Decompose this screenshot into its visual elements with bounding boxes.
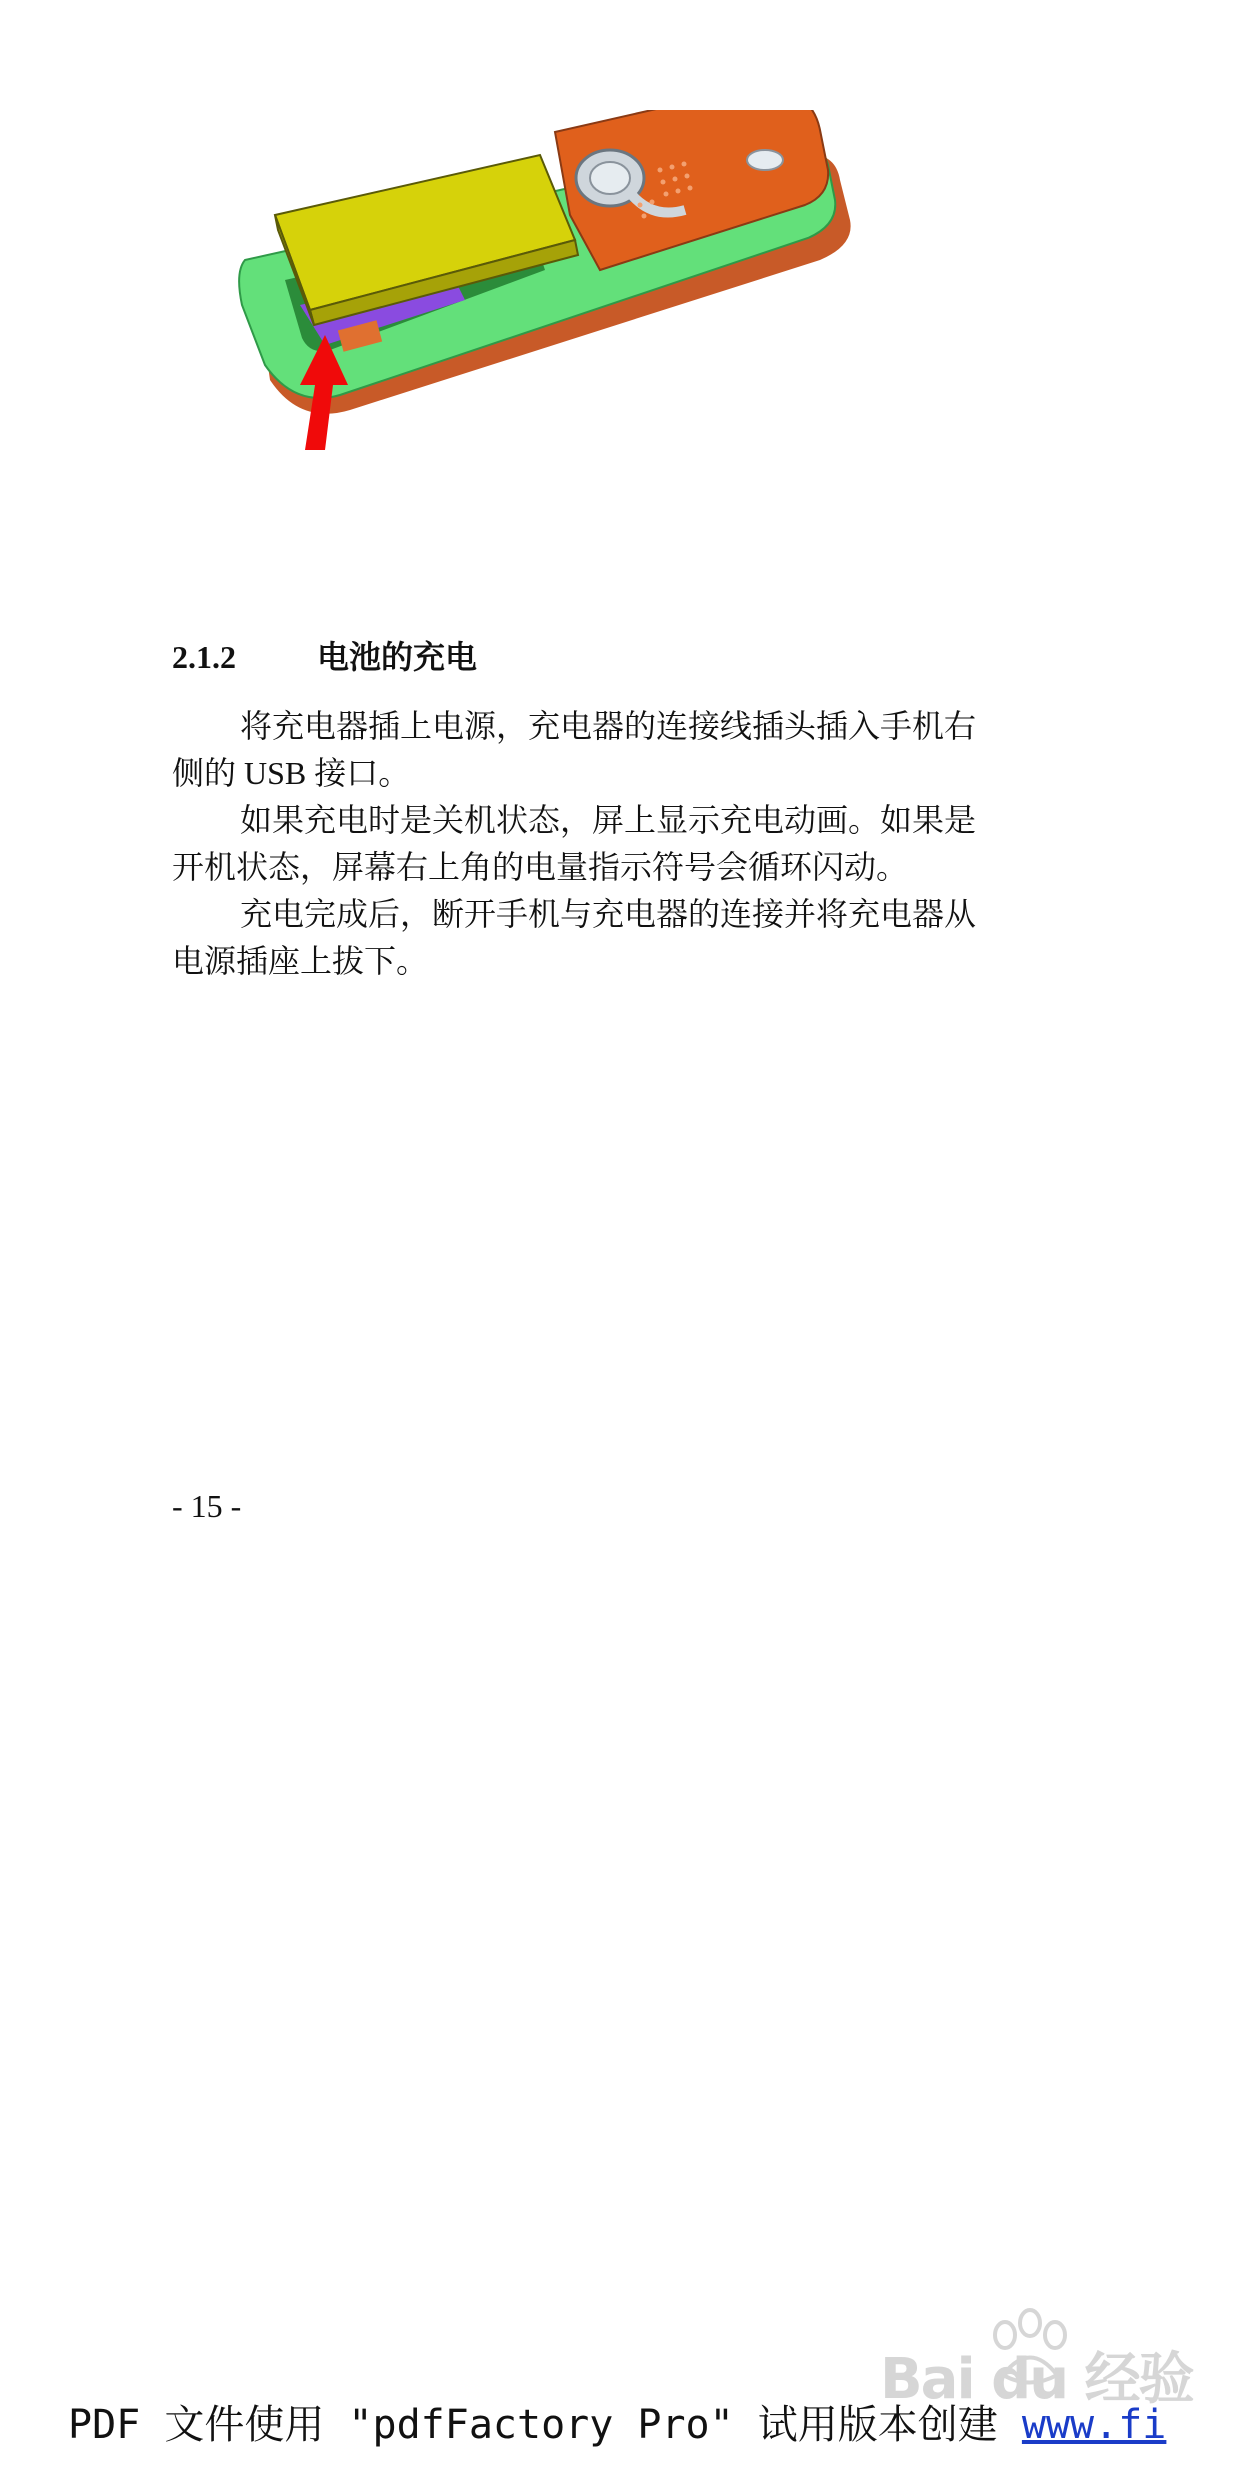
paragraph-line: 侧的 USB 接口。 [172, 755, 411, 791]
pdf-footer [68, 2400, 1166, 2450]
paragraph-3 [172, 891, 1072, 985]
paragraph-line: 将充电器插上电源，充电器的连接线插头插入手机右 [240, 708, 977, 744]
page-number: - 15 - [172, 1488, 242, 1524]
footer-text: PDF 文件使用 "pdfFactory Pro" 试用版本创建 [68, 2402, 1022, 2448]
baidu-jingyan-watermark [880, 2305, 1193, 2415]
paragraph-1 [172, 703, 1072, 797]
paragraph-line: 充电完成后，断开手机与充电器的连接并将充电器从 [240, 896, 977, 932]
paragraph-line: 电源插座上拔下。 [172, 943, 429, 979]
paragraph-line: 如果充电时是关机状态，屏上显示充电动画。如果是 [240, 802, 977, 838]
section-title: 电池的充电 [317, 639, 478, 675]
phone-battery-figure [230, 110, 1000, 570]
paragraph-line: 开机状态，屏幕右上角的电量指示符号会循环闪动。 [172, 849, 909, 885]
section-heading [172, 637, 477, 677]
watermark-text: Bai du 经验 [880, 2347, 1193, 2412]
footer-link[interactable]: www.fi [1021, 2402, 1167, 2448]
paragraph-2 [172, 797, 1072, 891]
section-number: 2.1.2 [172, 639, 236, 675]
